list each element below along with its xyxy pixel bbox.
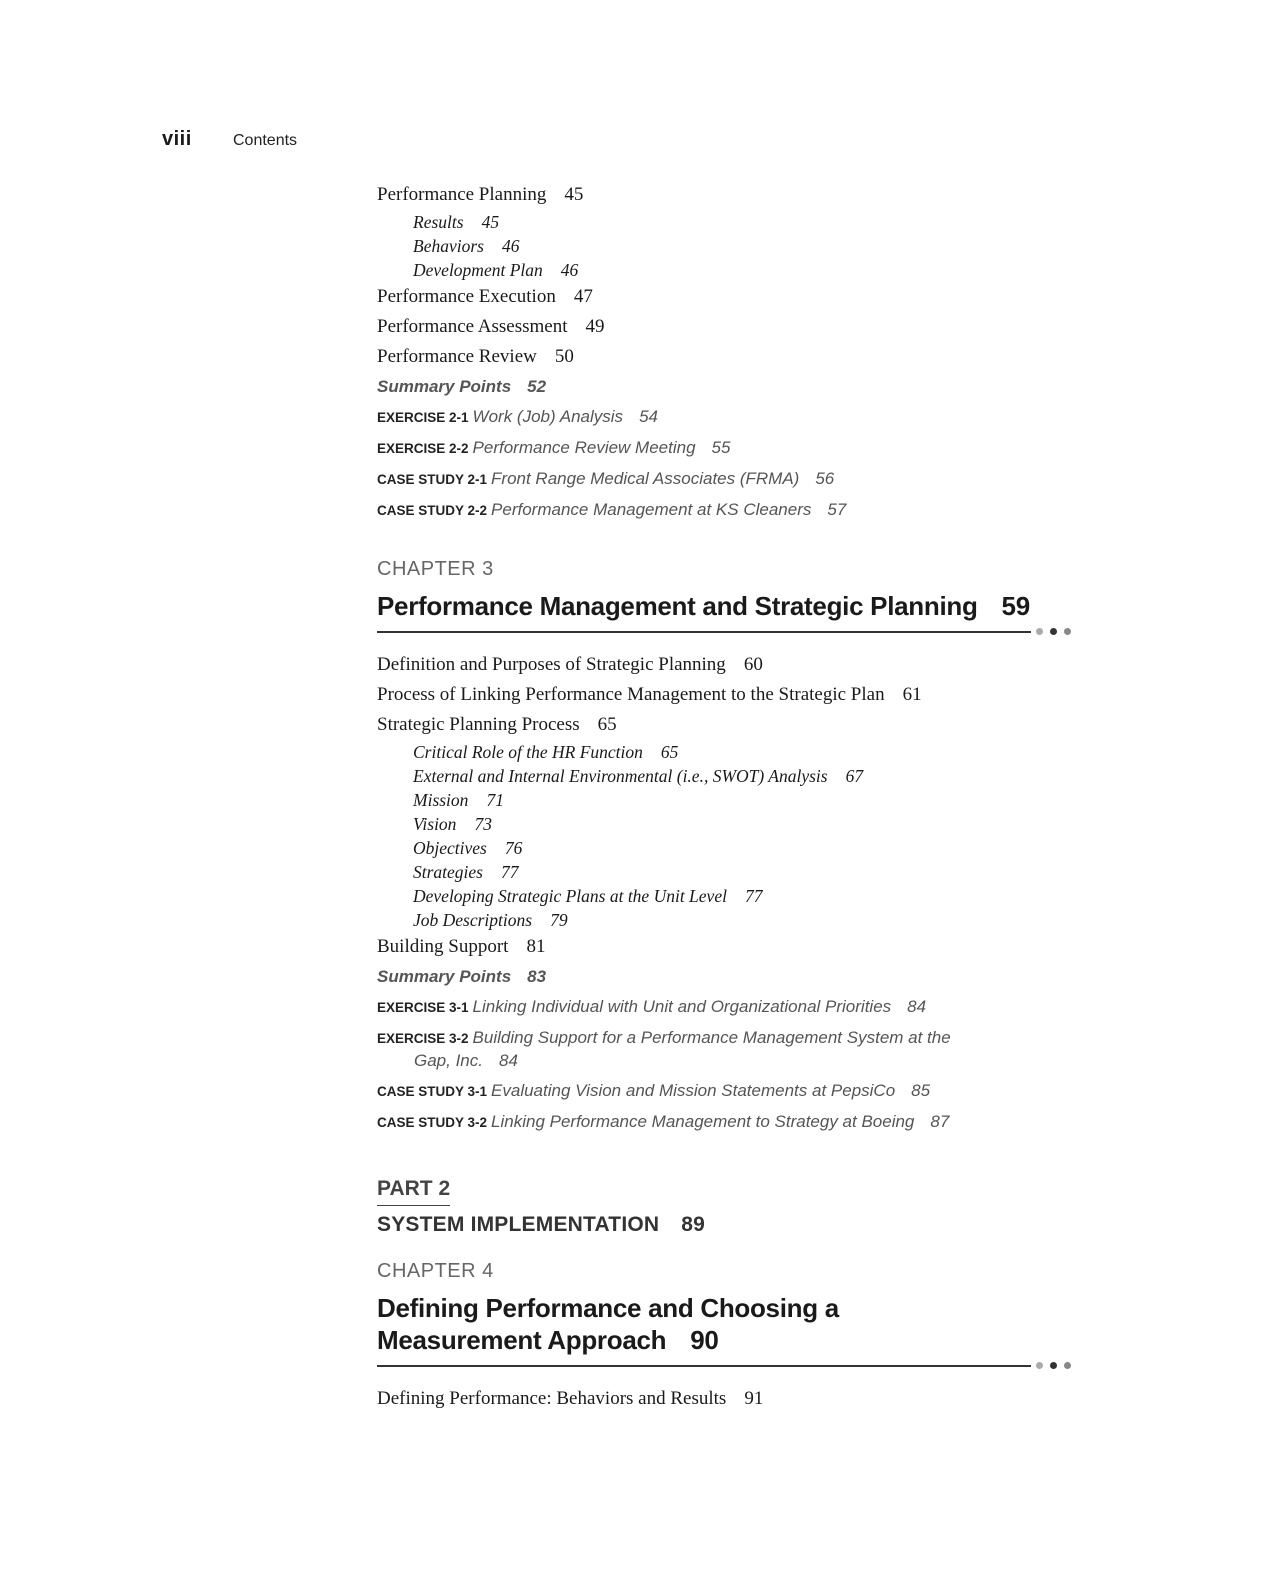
toc-subentry-page: 77 — [501, 862, 519, 882]
toc-entry-title: Performance Assessment — [377, 316, 568, 337]
toc-entry-title: Performance Planning — [377, 184, 547, 205]
dot-icon — [1064, 1362, 1071, 1369]
toc-exercise-page: 85 — [911, 1081, 931, 1100]
toc-entry-title: Process of Linking Performance Management to the Strategic Plan — [377, 684, 885, 705]
dot-icon — [1036, 628, 1043, 635]
toc-entry — [377, 680, 1077, 710]
toc-subentry — [377, 812, 1077, 836]
toc-subentry-title: Objectives — [413, 838, 487, 858]
toc-entry — [377, 1384, 1077, 1414]
toc-subentry-page: 76 — [504, 838, 523, 858]
toc-summary — [377, 962, 1077, 992]
toc-entry — [377, 342, 1077, 372]
toc-subentry — [377, 210, 1077, 234]
toc-subentry-title: Vision — [413, 814, 457, 834]
toc-subentry — [377, 764, 1077, 788]
chapter-4-rule — [377, 1360, 1077, 1372]
toc-exercise-label: CASE STUDY 2-1 — [377, 472, 488, 487]
chapter-4-title-line2-text: Measurement Approach — [377, 1325, 667, 1355]
chapter-4-page: 90 — [690, 1325, 719, 1355]
part-2-label: PART 2 — [377, 1176, 450, 1206]
toc-entry — [377, 312, 1077, 342]
chapter-4-label: CHAPTER 4 — [377, 1260, 494, 1282]
toc-section-chapter-4 — [377, 1384, 1077, 1414]
toc-subentry-title: Strategies — [413, 862, 483, 882]
toc-exercise-label: EXERCISE 2-2 — [377, 441, 469, 456]
toc-entry-page: 47 — [573, 286, 593, 307]
toc-subentry-page: 46 — [560, 260, 579, 280]
toc-subentry-title: Behaviors — [413, 236, 484, 256]
toc-entry-page: 91 — [744, 1388, 764, 1409]
toc-summary-page: 52 — [527, 377, 547, 396]
toc-entry — [377, 282, 1077, 312]
toc-exercise-page: 57 — [827, 500, 847, 519]
toc-exercise-title: Front Range Medical Associates (FRMA) — [491, 469, 800, 488]
toc-subentry — [377, 860, 1077, 884]
toc-subentry — [377, 258, 1077, 282]
toc-entry — [377, 932, 1077, 962]
toc-subentry — [377, 788, 1077, 812]
divider-line — [377, 631, 1031, 633]
toc-exercise-label: EXERCISE 3-1 — [377, 1000, 469, 1015]
toc-entry-page: 49 — [585, 316, 605, 337]
toc-subentry — [377, 884, 1077, 908]
toc-exercise-title: Linking Individual with Unit and Organizational Priorities — [472, 997, 892, 1016]
toc-subentry-page: 79 — [550, 910, 568, 930]
toc-subentry-page: 77 — [744, 886, 763, 906]
toc-entry-page: 45 — [564, 184, 584, 205]
toc-exercise-title: Work (Job) Analysis — [472, 407, 624, 426]
toc-entry-title: Performance Execution — [377, 286, 556, 307]
toc-subentry-title: Critical Role of the HR Function — [413, 742, 643, 762]
toc-exercise — [377, 433, 1077, 464]
page-number: viii — [162, 128, 192, 150]
toc-subentry-page: 46 — [501, 236, 520, 256]
toc-exercise-page: 84 — [498, 1051, 518, 1070]
part-2-page: 89 — [681, 1213, 706, 1236]
toc-exercise-title: Performance Review Meeting — [472, 438, 696, 457]
toc-subentry-page: 71 — [486, 790, 504, 810]
toc-exercise-label: CASE STUDY 3-1 — [377, 1084, 488, 1099]
toc-section-top — [377, 180, 1077, 526]
toc-entry-page: 81 — [526, 936, 546, 957]
toc-exercise — [377, 992, 1077, 1023]
toc-summary-title: Summary Points — [377, 377, 512, 396]
toc-exercise-title: Building Support for a Performance Management System at the — [472, 1028, 951, 1047]
toc-subentry-title: Development Plan — [413, 260, 543, 280]
toc-entry-title: Performance Review — [377, 346, 537, 367]
toc-subentry-page: 67 — [845, 766, 864, 786]
toc-entry — [377, 650, 1077, 680]
toc-entry-page: 65 — [597, 714, 617, 735]
toc-content — [377, 180, 1077, 1414]
toc-subentry — [377, 836, 1077, 860]
toc-subentry — [377, 908, 1077, 932]
chapter-3-title-text: Performance Management and Strategic Planning — [377, 591, 978, 621]
dot-icon — [1064, 628, 1071, 635]
toc-exercise-title-cont-text: Gap, Inc. — [414, 1051, 483, 1070]
toc-exercise-title: Linking Performance Management to Strategy at Boeing — [491, 1112, 915, 1131]
toc-exercise — [377, 1023, 1077, 1076]
toc-subentry-title: Developing Strategic Plans at the Unit Level — [413, 886, 727, 906]
toc-entry — [377, 180, 1077, 210]
toc-exercise-title: Evaluating Vision and Mission Statements at PepsiCo — [491, 1081, 896, 1100]
toc-subentry-title: External and Internal Environmental (i.e., SWOT) Analysis — [413, 766, 828, 786]
chapter-4-title — [377, 1292, 1077, 1356]
dot-icon — [1050, 1362, 1057, 1369]
part-2-title-text: SYSTEM IMPLEMENTATION — [377, 1213, 660, 1236]
toc-exercise-label: CASE STUDY 2-2 — [377, 503, 488, 518]
chapter-3-label: CHAPTER 3 — [377, 558, 494, 580]
toc-subentry-page: 65 — [660, 742, 679, 762]
chapter-3-rule — [377, 626, 1077, 638]
toc-entry-title: Definition and Purposes of Strategic Planning — [377, 654, 726, 675]
toc-subentry-page: 45 — [481, 212, 500, 232]
dot-icon — [1050, 628, 1057, 635]
toc-exercise — [377, 1076, 1077, 1107]
toc-exercise-page: 84 — [907, 997, 927, 1016]
toc-entry-page: 50 — [554, 346, 574, 367]
part-2-title — [377, 1212, 1077, 1238]
toc-subentry-page: 73 — [474, 814, 492, 834]
toc-summary — [377, 372, 1077, 402]
toc-entry — [377, 710, 1077, 740]
toc-subentry — [377, 740, 1077, 764]
toc-entry-page: 60 — [743, 654, 763, 675]
toc-exercise-page: 87 — [930, 1112, 950, 1131]
toc-entry-title: Defining Performance: Behaviors and Results — [377, 1388, 727, 1409]
toc-summary-title: Summary Points — [377, 967, 512, 986]
chapter-4-title-line1: Defining Performance and Choosing a — [377, 1293, 839, 1323]
toc-subentry-title: Job Descriptions — [413, 910, 533, 930]
toc-exercise-label: CASE STUDY 3-2 — [377, 1115, 488, 1130]
chapter-3-title — [377, 590, 1077, 622]
toc-exercise-page: 55 — [711, 438, 731, 457]
toc-exercise — [377, 464, 1077, 495]
toc-exercise-label: EXERCISE 3-2 — [377, 1031, 469, 1046]
toc-section-chapter-3 — [377, 650, 1077, 1138]
toc-exercise — [377, 495, 1077, 526]
toc-entry-title: Strategic Planning Process — [377, 714, 580, 735]
divider-line — [377, 1365, 1031, 1367]
toc-subentry-title: Results — [413, 212, 464, 232]
toc-exercise-title-continued — [377, 1050, 1077, 1072]
toc-exercise — [377, 1107, 1077, 1138]
toc-exercise-label: EXERCISE 2-1 — [377, 410, 469, 425]
chapter-4-title-line2 — [377, 1324, 1077, 1356]
toc-exercise-title: Performance Management at KS Cleaners — [491, 500, 812, 519]
toc-subentry — [377, 234, 1077, 258]
dot-icon — [1036, 1362, 1043, 1369]
toc-subentry-title: Mission — [413, 790, 469, 810]
running-head: Contents — [233, 132, 298, 149]
toc-exercise-page: 56 — [815, 469, 835, 488]
toc-exercise-page: 54 — [639, 407, 658, 426]
toc-summary-page: 83 — [527, 967, 547, 986]
toc-entry-page: 61 — [902, 684, 922, 705]
chapter-3-page: 59 — [1001, 591, 1030, 621]
toc-exercise — [377, 402, 1077, 433]
toc-entry-title: Building Support — [377, 936, 509, 957]
